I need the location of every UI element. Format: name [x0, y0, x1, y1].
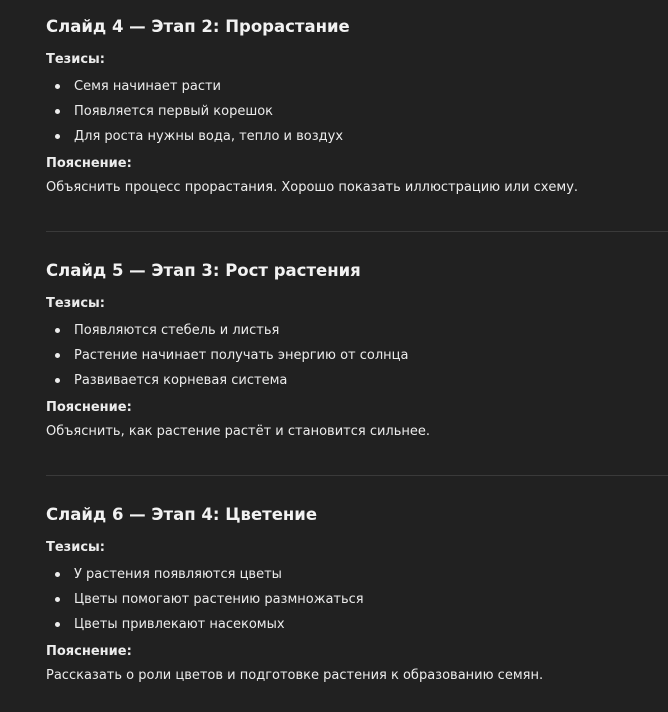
- list-item: [46, 99, 666, 124]
- bullet-icon: [55, 378, 60, 383]
- explanation-text: Объяснить процесс прорастания. Хорошо показать иллюстрацию или схему.: [46, 180, 579, 195]
- theses-label: Тезисы:: [46, 540, 106, 555]
- bullet-icon: [55, 134, 60, 139]
- bullet-icon: [55, 109, 60, 114]
- theses-list: [46, 318, 666, 393]
- list-item-text: Появляются стебель и листья: [74, 323, 280, 338]
- bullet-icon: [55, 353, 60, 358]
- explanation-text: Объяснить, как растение растёт и становится сильнее.: [46, 424, 431, 439]
- bullet-icon: [55, 622, 60, 627]
- slide-section-6: [46, 504, 666, 685]
- bullet-icon: [55, 572, 60, 577]
- list-item: [46, 612, 666, 637]
- list-item: [46, 587, 666, 612]
- list-item: [46, 124, 666, 149]
- bullet-icon: [55, 597, 60, 602]
- list-item: [46, 318, 666, 343]
- explanation-label: Пояснение:: [46, 644, 132, 659]
- slide-section-4: [46, 16, 666, 197]
- list-item: [46, 343, 666, 368]
- bullet-icon: [55, 328, 60, 333]
- list-item: [46, 368, 666, 393]
- list-item-text: Растение начинает получать энергию от солнца: [74, 348, 409, 363]
- bullet-icon: [55, 84, 60, 89]
- list-item-text: У растения появляются цветы: [74, 567, 282, 582]
- explanation-label: Пояснение:: [46, 400, 132, 415]
- list-item-text: Появляется первый корешок: [74, 104, 274, 119]
- theses-list: [46, 74, 666, 149]
- theses-label: Тезисы:: [46, 296, 106, 311]
- explanation-label: Пояснение:: [46, 156, 132, 171]
- theses-label: Тезисы:: [46, 52, 106, 67]
- slide-section-5: [46, 260, 666, 441]
- section-divider: [46, 231, 668, 232]
- slide-title: Слайд 6 — Этап 4: Цветение: [46, 505, 318, 524]
- slide-title: Слайд 5 — Этап 3: Рост растения: [46, 261, 361, 280]
- list-item-text: Развивается корневая система: [74, 373, 288, 388]
- list-item-text: Цветы помогают растению размножаться: [74, 592, 364, 607]
- theses-list: [46, 562, 666, 637]
- list-item-text: Для роста нужны вода, тепло и воздух: [74, 129, 344, 144]
- list-item: [46, 562, 666, 587]
- list-item: [46, 74, 666, 99]
- list-item-text: Семя начинает расти: [74, 79, 221, 94]
- explanation-text: Рассказать о роли цветов и подготовке растения к образованию семян.: [46, 668, 544, 683]
- list-item-text: Цветы привлекают насекомых: [74, 617, 285, 632]
- slide-title: Слайд 4 — Этап 2: Прорастание: [46, 17, 350, 36]
- section-divider: [46, 475, 668, 476]
